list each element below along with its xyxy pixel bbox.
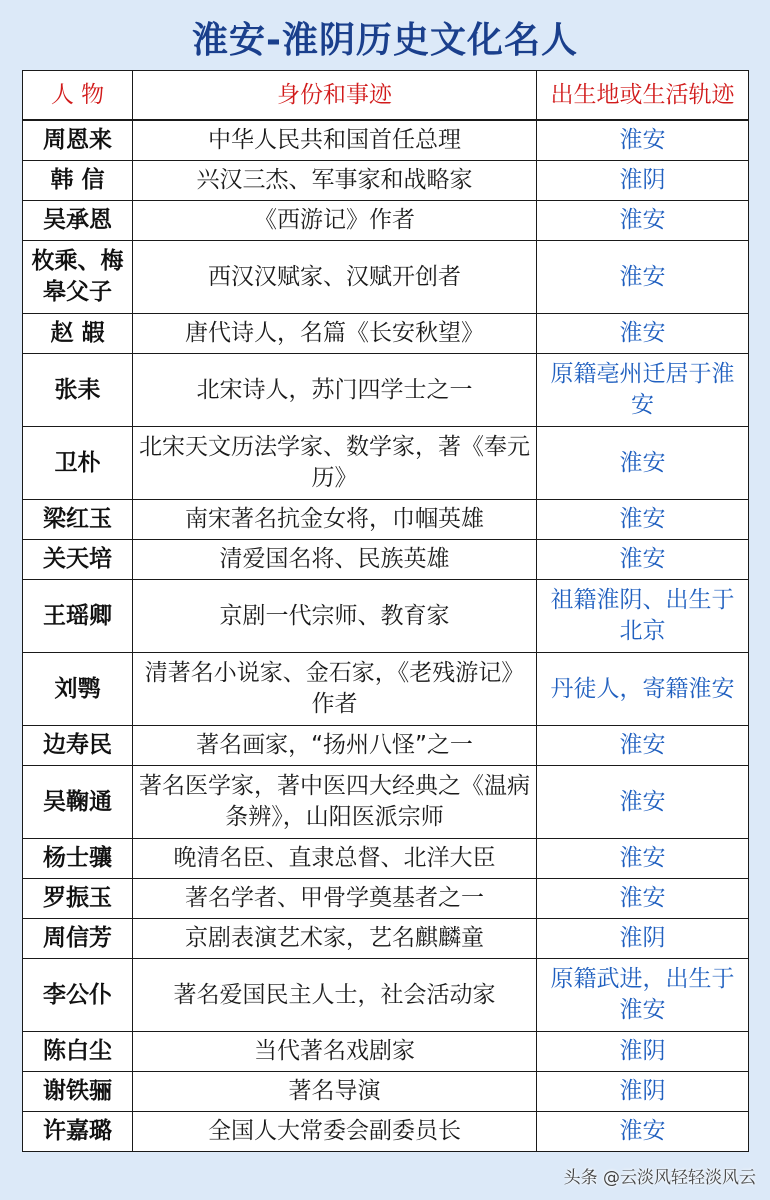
table-row [23, 879, 749, 919]
table-row [23, 500, 749, 540]
person-place: 淮安 [537, 879, 749, 919]
person-identity: 著名导演 [133, 1072, 537, 1112]
person-name: 陈白尘 [23, 1032, 133, 1072]
person-name: 梁红玉 [23, 500, 133, 540]
person-place: 淮阴 [537, 161, 749, 201]
person-identity: 著名医学家，著中医四大经典之《温病条辨》，山阳医派宗师 [133, 766, 537, 839]
person-place: 淮安 [537, 241, 749, 314]
person-identity: 西汉汉赋家、汉赋开创者 [133, 241, 537, 314]
person-identity: 京剧一代宗师、教育家 [133, 580, 537, 653]
person-name: 周恩来 [23, 120, 133, 161]
person-identity: 晚清名臣、直隶总督、北洋大臣 [133, 839, 537, 879]
person-identity: 《西游记》作者 [133, 201, 537, 241]
page-title: 淮安-淮阴历史文化名人 [192, 20, 578, 61]
person-place: 淮安 [537, 1112, 749, 1152]
table-row [23, 726, 749, 766]
person-identity: 南宋著名抗金女将，巾帼英雄 [133, 500, 537, 540]
table-row [23, 580, 749, 653]
person-name: 张耒 [23, 354, 133, 427]
person-name: 杨士骧 [23, 839, 133, 879]
person-identity: 兴汉三杰、军事家和战略家 [133, 161, 537, 201]
table-row [23, 1072, 749, 1112]
person-name: 吴鞠通 [23, 766, 133, 839]
person-name: 许嘉璐 [23, 1112, 133, 1152]
person-identity: 北宋天文历法学家、数学家，著《奉元历》 [133, 427, 537, 500]
person-name: 王瑶卿 [23, 580, 133, 653]
person-name: 赵 嘏 [23, 314, 133, 354]
person-place: 淮阴 [537, 919, 749, 959]
header-identity: 身份和事迹 [133, 71, 537, 121]
table-row [23, 959, 749, 1032]
person-name: 周信芳 [23, 919, 133, 959]
person-identity: 著名画家，“扬州八怪”之一 [133, 726, 537, 766]
table-row [23, 766, 749, 839]
person-identity: 唐代诗人，名篇《长安秋望》 [133, 314, 537, 354]
table-row [23, 161, 749, 201]
person-identity: 著名爱国民主人士，社会活动家 [133, 959, 537, 1032]
person-name: 吴承恩 [23, 201, 133, 241]
table-row [23, 1112, 749, 1152]
figures-table [22, 70, 749, 1152]
person-name: 枚乘、梅皋父子 [23, 241, 133, 314]
person-place: 淮安 [537, 766, 749, 839]
person-place: 原籍武进，出生于淮安 [537, 959, 749, 1032]
table-row [23, 354, 749, 427]
person-name: 卫朴 [23, 427, 133, 500]
table-row [23, 919, 749, 959]
person-name: 罗振玉 [23, 879, 133, 919]
person-place: 淮安 [537, 314, 749, 354]
table-header-row [23, 71, 749, 121]
header-place: 出生地或生活轨迹 [537, 71, 749, 121]
watermark: 头条 @云淡风轻轻淡风云 [563, 1168, 756, 1188]
person-place: 淮安 [537, 726, 749, 766]
person-name: 关天培 [23, 540, 133, 580]
person-place: 丹徒人，寄籍淮安 [537, 653, 749, 726]
person-identity: 清爱国名将、民族英雄 [133, 540, 537, 580]
table-row [23, 540, 749, 580]
person-name: 韩 信 [23, 161, 133, 201]
table-row [23, 839, 749, 879]
person-place: 淮安 [537, 839, 749, 879]
person-identity: 中华人民共和国首任总理 [133, 120, 537, 161]
person-place: 淮安 [537, 120, 749, 161]
person-name: 刘鹗 [23, 653, 133, 726]
person-place: 原籍亳州迁居于淮安 [537, 354, 749, 427]
table-row [23, 653, 749, 726]
person-place: 淮安 [537, 427, 749, 500]
table-row [23, 201, 749, 241]
person-name: 边寿民 [23, 726, 133, 766]
person-identity: 京剧表演艺术家，艺名麒麟童 [133, 919, 537, 959]
table-row [23, 241, 749, 314]
person-place: 淮安 [537, 201, 749, 241]
table-row [23, 314, 749, 354]
table-row [23, 1032, 749, 1072]
person-identity: 清著名小说家、金石家，《老残游记》作者 [133, 653, 537, 726]
person-name: 李公仆 [23, 959, 133, 1032]
table-row [23, 427, 749, 500]
person-identity: 全国人大常委会副委员长 [133, 1112, 537, 1152]
person-identity: 著名学者、甲骨学奠基者之一 [133, 879, 537, 919]
person-identity: 北宋诗人，苏门四学士之一 [133, 354, 537, 427]
header-person: 人 物 [23, 71, 133, 121]
person-name: 谢铁骊 [23, 1072, 133, 1112]
person-place: 淮阴 [537, 1032, 749, 1072]
person-identity: 当代著名戏剧家 [133, 1032, 537, 1072]
person-place: 祖籍淮阴、出生于北京 [537, 580, 749, 653]
person-place: 淮阴 [537, 1072, 749, 1112]
table-row [23, 120, 749, 161]
person-place: 淮安 [537, 500, 749, 540]
person-place: 淮安 [537, 540, 749, 580]
